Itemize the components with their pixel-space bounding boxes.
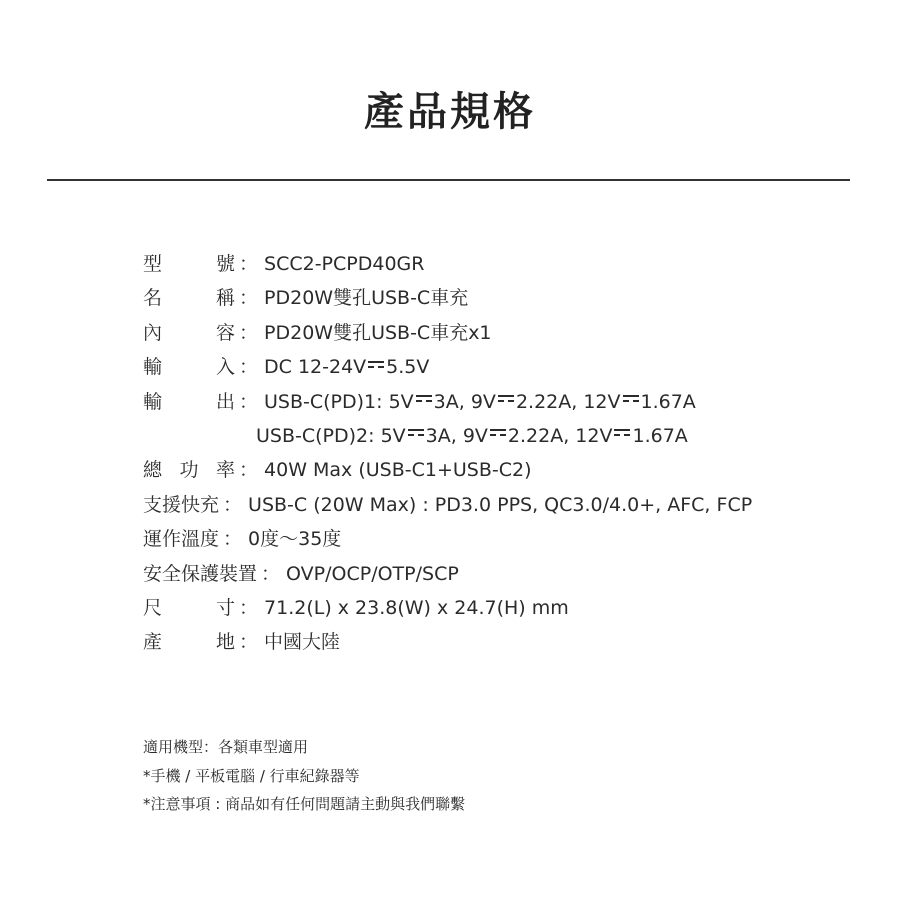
output-rating: 1.67A <box>632 424 688 447</box>
spec-value <box>256 419 688 453</box>
output-rating: 1.67A <box>640 390 696 413</box>
output-port: USB-C(PD)2: 5V <box>256 424 406 447</box>
label-char: 地 <box>215 631 235 654</box>
spec-label <box>143 281 235 315</box>
spec-label <box>143 453 235 487</box>
colon: ： <box>239 321 259 344</box>
spec-value: 中國大陸 <box>264 631 341 654</box>
label-char: 稱 <box>215 287 235 310</box>
spec-value: OVP/OCP/OTP/SCP <box>286 562 459 585</box>
note-caution: *注意事項 : 商品如有任何問題請主動與我們聯繫 <box>143 795 466 813</box>
label-char: 輸 <box>143 390 163 413</box>
notes-section <box>143 733 465 819</box>
spec-row-output-continued <box>143 419 843 453</box>
spec-row-name <box>143 281 843 315</box>
spec-row-contents <box>143 316 843 350</box>
colon: ： <box>239 287 259 310</box>
spec-row-fast-charge <box>143 488 843 522</box>
label-char: 內 <box>143 321 163 344</box>
spec-value: PD20W雙孔USB-C車充 <box>264 287 469 310</box>
output-rating: 2.22A, 12V <box>507 424 613 447</box>
spec-row-protection <box>143 557 843 591</box>
output-rating: 3A, 9V <box>433 390 496 413</box>
colon: ： <box>239 356 259 379</box>
label-char: 容 <box>215 321 235 344</box>
label-char: 率 <box>215 459 235 482</box>
spec-list <box>143 247 843 660</box>
colon: ： <box>261 562 281 585</box>
input-plug: 5.5V <box>386 356 430 379</box>
colon: ： <box>239 459 259 482</box>
label-char: 號 <box>215 253 235 275</box>
spec-label <box>143 625 235 659</box>
dc-symbol-icon <box>416 395 432 403</box>
dc-symbol-icon <box>614 429 630 437</box>
spec-row-model <box>143 247 843 281</box>
label-char: 輸 <box>143 356 163 379</box>
colon: ： <box>223 493 243 516</box>
output-port: USB-C(PD)1: 5V <box>264 390 414 413</box>
colon: ： <box>223 528 243 551</box>
spec-row-origin <box>143 625 843 659</box>
spec-label <box>143 247 235 281</box>
spec-label <box>143 591 235 625</box>
spec-value: PD20W雙孔USB-C車充x1 <box>264 321 492 344</box>
label-char: 入 <box>215 356 235 379</box>
spec-value: SCC2-PCPD40GR <box>264 253 425 275</box>
output-rating: 3A, 9V <box>425 424 488 447</box>
label-char: 功 <box>179 459 199 482</box>
spec-row-temperature <box>143 522 843 556</box>
spec-value: 40W Max (USB-C1+USB-C2) <box>264 459 532 482</box>
spec-label: 運作溫度 <box>143 528 220 551</box>
dc-symbol-icon <box>408 429 424 437</box>
dc-symbol-icon <box>368 361 384 369</box>
spec-row-input <box>143 350 843 384</box>
spec-label <box>143 316 235 350</box>
dc-symbol-icon <box>490 429 506 437</box>
output-rating: 2.22A, 12V <box>515 390 621 413</box>
label-char: 寸 <box>215 596 235 619</box>
colon: ： <box>239 253 259 275</box>
spec-label: 支援快充 <box>143 493 220 516</box>
dc-symbol-icon <box>498 395 514 403</box>
title-divider <box>47 179 850 181</box>
spec-value: USB-C (20W Max) : PD3.0 PPS, QC3.0/4.0+, AFC, FCP <box>248 493 753 516</box>
input-voltage: DC 12-24V <box>264 356 367 379</box>
label-char: 尺 <box>143 596 163 619</box>
spec-label <box>143 350 235 384</box>
spec-row-output <box>143 385 843 419</box>
spec-row-total-power <box>143 453 843 487</box>
label-char: 總 <box>143 459 163 482</box>
spec-row-size <box>143 591 843 625</box>
spec-value: 71.2(L) x 23.8(W) x 24.7(H) mm <box>264 596 569 619</box>
spec-label <box>143 385 235 419</box>
page-title: 產品規格 <box>364 89 536 135</box>
label-char: 型 <box>143 253 163 275</box>
note-compatible-models: 適用機型：各類車型適用 <box>143 738 309 756</box>
label-char: 名 <box>143 287 163 310</box>
dc-symbol-icon <box>623 395 639 403</box>
label-char: 產 <box>143 631 163 654</box>
colon: ： <box>239 631 259 654</box>
note-devices: *手機 / 平板電腦 / 行車紀錄器等 <box>143 766 360 785</box>
colon: ： <box>239 390 259 413</box>
spec-value: 0度～35度 <box>248 528 342 551</box>
spec-value <box>264 385 696 419</box>
spec-label: 安全保護裝置 <box>143 562 258 585</box>
colon: ： <box>239 596 259 619</box>
spec-value <box>264 350 429 384</box>
label-char: 出 <box>215 390 235 413</box>
